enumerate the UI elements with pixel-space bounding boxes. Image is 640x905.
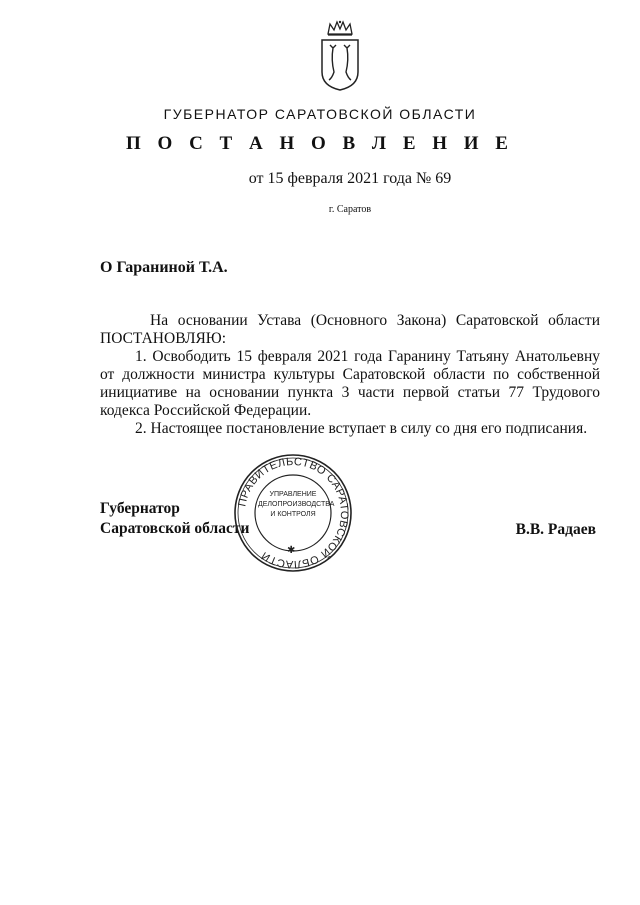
seal-outer-text: ПРАВИТЕЛЬСТВО САРАТОВСКОЙ ОБЛАСТИ (236, 455, 351, 571)
document-type: П О С Т А Н О В Л Е Н И Е (126, 133, 514, 154)
seal-inner-line3: И КОНТРОЛЯ (270, 511, 316, 518)
seal-inner-line2: ДЕЛОПРОИЗВОДСТВА (258, 501, 335, 508)
document-body (100, 312, 600, 438)
signatory-title-line1: Губернатор (100, 500, 180, 517)
preamble-paragraph: На основании Устава (Основного Закона) Саратовской области ПОСТАНОВЛЯЮ: (100, 312, 600, 347)
signatory-title-line2: Саратовской области (100, 520, 250, 537)
signatory-name: В.В. Радаев (515, 521, 596, 538)
document-subject: О Гараниной Т.А. (100, 259, 228, 276)
issue-place: г. Саратов (328, 204, 372, 215)
item-2-paragraph: 2. Настоящее постановление вступает в силу со дня его подписания. (135, 420, 588, 437)
seal-inner-line1: УПРАВЛЕНИЕ (269, 491, 317, 498)
coat-of-arms-icon (318, 20, 362, 92)
item-1-paragraph: 1. Освободить 15 февраля 2021 года Гаранину Татьяну Анатольевну от должности министра культуры Саратовской области по собственной инициативе на основании пункта 3 части первой статьи 77 Трудового кодекса Российской Федерации. (100, 348, 600, 419)
document-date-number: от 15 февраля 2021 года № 69 (248, 170, 452, 187)
seal-star-icon: ✱ (287, 545, 296, 556)
signatory-title (100, 499, 249, 539)
issuer-title: ГУБЕРНАТОР САРАТОВСКОЙ ОБЛАСТИ (163, 106, 477, 122)
seal-inner-text (258, 490, 335, 520)
